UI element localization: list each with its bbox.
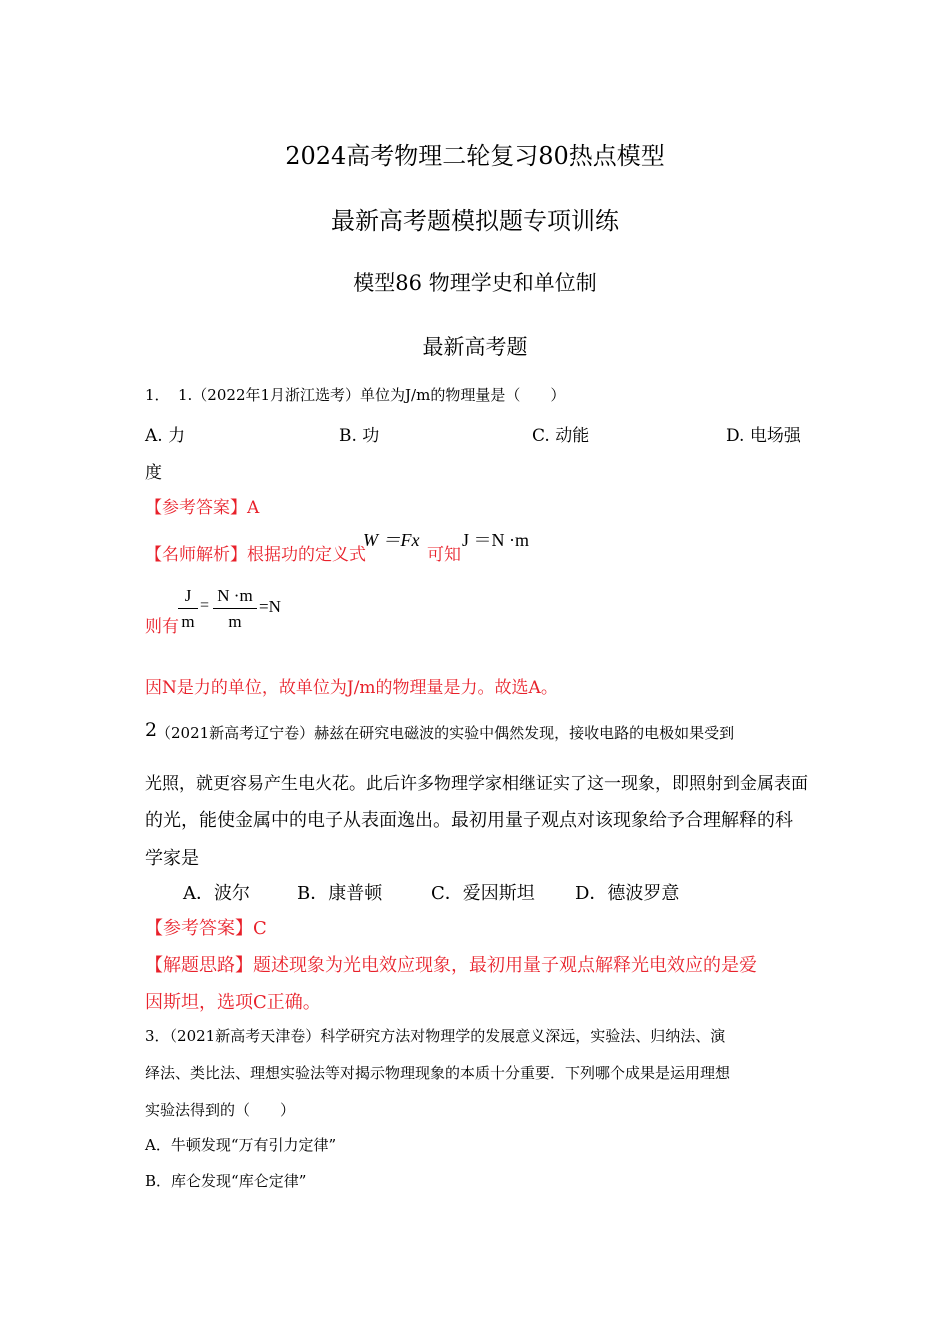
fraction-2-bar — [213, 608, 257, 609]
document-title: 2024高考物理二轮复习80热点模型 — [285, 142, 665, 170]
fraction-1-numerator: J — [184, 586, 192, 605]
q1-option-b: B. 功 — [339, 426, 380, 446]
q1-stem: 1.（2022年1月浙江选考）单位为J/m的物理量是（ ） — [178, 386, 566, 404]
q1-number: 1． — [145, 386, 170, 404]
model-heading: 模型86 物理学史和单位制 — [353, 271, 597, 295]
q2-stem-line3: 的光，能使金属中的电子从表面逸出。最初用量子观点对该现象给予合理解释的科 — [145, 810, 793, 831]
fraction-2-denominator: m — [228, 612, 242, 631]
q2-option-a: A．波尔 — [183, 883, 250, 904]
q3-option-a: A．牛顿发现“万有引力定律” — [145, 1136, 337, 1154]
q1-formula-joule: J ＝N ·m — [462, 530, 529, 550]
fraction-2-numerator: N ·m — [217, 586, 253, 605]
q2-reason-line2: 因斯坦，选项C正确。 — [145, 992, 321, 1013]
q1-formula-work: W ＝Fx — [363, 530, 420, 550]
q3-option-b: B．库仑发现“库仑定律” — [145, 1172, 307, 1190]
q2-number: 2 — [145, 719, 158, 741]
q2-answer: 【参考答案】C — [145, 918, 267, 939]
q1-zeyou: 则有 — [145, 617, 179, 637]
q2-stem-line2: 光照，就更容易产生电火花。此后许多物理学家相继证实了这一现象，即照射到金属表面 — [145, 774, 808, 794]
document-subtitle: 最新高考题模拟题专项训练 — [331, 207, 619, 235]
q1-option-d: D. 电场强 — [726, 426, 801, 446]
q1-option-d-wrap: 度 — [145, 463, 162, 483]
q1-conclusion: 因N是力的单位，故单位为J/m的物理量是力。故选A。 — [145, 678, 558, 698]
q1-answer: 【参考答案】A — [145, 498, 260, 518]
q1-option-a: A. 力 — [145, 426, 186, 446]
q2-reason-line1: 【解题思路】题述现象为光电效应现象，最初用量子观点解释光电效应的是爱 — [145, 955, 757, 976]
section-heading: 最新高考题 — [422, 335, 528, 359]
q2-option-d: D．德波罗意 — [575, 883, 680, 904]
q3-stem-line1: 3．（2021新高考天津卷）科学研究方法对物理学的发展意义深远，实验法、归纳法、演 — [145, 1027, 726, 1045]
q2-option-c: C．爱因斯坦 — [431, 883, 535, 904]
q1-analysis-label: 【名师解析】根据功的定义式 — [145, 545, 366, 565]
q2-option-b: B．康普顿 — [297, 883, 383, 904]
q3-stem-line2: 绎法、类比法、理想实验法等对揭示物理现象的本质十分重要．下列哪个成果是运用理想 — [145, 1064, 731, 1082]
q2-stem-line1: （2021新高考辽宁卷）赫兹在研究电磁波的实验中偶然发现，接收电路的电极如果受到 — [156, 724, 735, 742]
q1-equals-2: =N — [259, 597, 281, 616]
q3-stem-line3: 实验法得到的（ ） — [145, 1101, 296, 1119]
q1-option-c: C. 动能 — [532, 426, 590, 446]
fraction-1-bar — [178, 608, 198, 609]
q1-equals-1: = — [200, 597, 210, 614]
q2-stem-line4: 学家是 — [145, 848, 199, 869]
fraction-1-denominator: m — [181, 612, 195, 631]
q1-kezhi: 可知 — [427, 545, 461, 565]
